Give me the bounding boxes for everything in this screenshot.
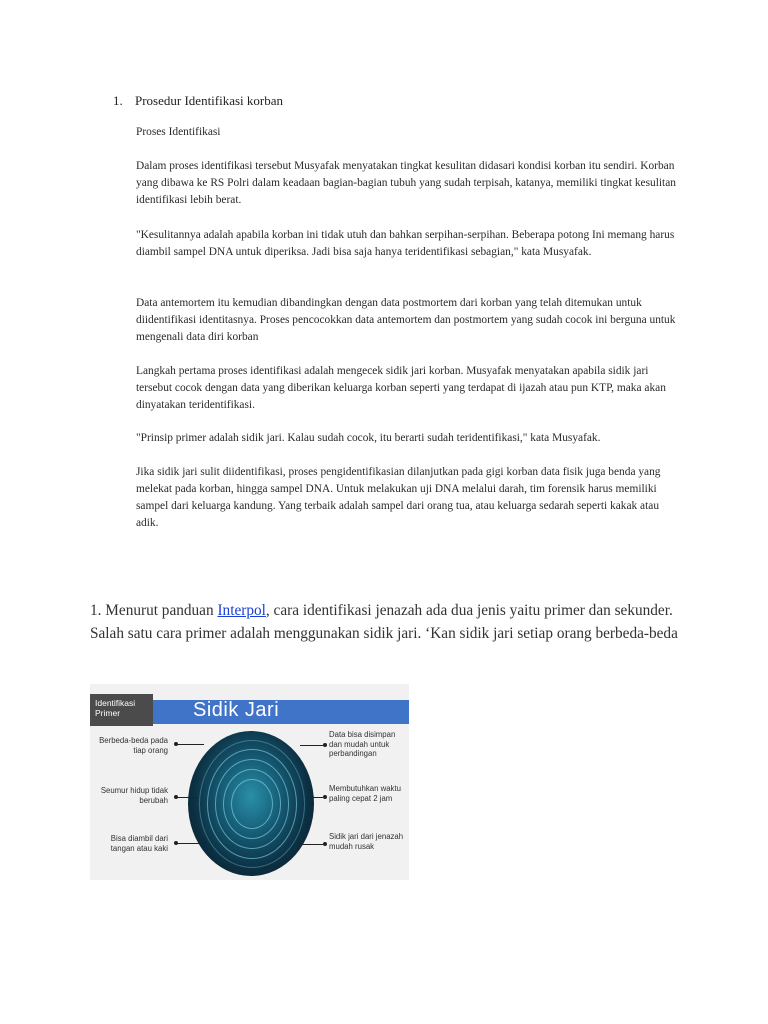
subheading: Proses Identifikasi — [136, 126, 221, 138]
paragraph-4: Langkah pertama proses identifikasi adalah mengecek sidik jari korban. Musyafak menyatakan apabila sidik jari tersebut cocok dengan data yang diberikan keluarga korban seperti yang terdapat di ijazah atau pun KTP, maka akan dinyatakan teridentifikasi. — [136, 365, 666, 411]
infographic-title: Sidik Jari — [193, 699, 280, 721]
interpol-paragraph-suffix: , cara identifikasi jenazah ada dua jenis yaitu primer dan sekunder. Salah satu cara primer adalah menggunakan sidik jari. ‘Kan sidik jari setiap orang berbeda-beda — [90, 602, 678, 642]
fingerprint-icon — [188, 731, 314, 876]
infographic-tag: Identifikasi Primer — [90, 694, 153, 726]
label-time: Membutuhkan waktu paling cepat 2 jam — [329, 784, 401, 803]
fingerprint-infographic — [90, 684, 409, 880]
label-unique: Berbeda-beda pada tiap orang — [99, 736, 168, 755]
interpol-link[interactable]: Interpol — [217, 602, 266, 619]
paragraph-6: Jika sidik jari sulit diidentifikasi, proses pengidentifikasian dilanjutkan pada gigi korban data fisik juga benda yang melekat pada korban, hingga sampel DNA. Untuk melakukan uji DNA melalui darah, tim forensik harus memiliki sampel dari keluarga kandung. Yang terbaik adalah sampel dari orang tua, atau keluarga sedarah seperti kakak atau adik. — [136, 466, 661, 529]
list-title: Prosedur Identifikasi korban — [135, 93, 284, 108]
label-storage: Data bisa disimpan dan mudah untuk perbandingan — [329, 730, 396, 758]
interpol-paragraph — [90, 600, 690, 645]
label-damaged: Sidik jari dari jenazah mudah rusak — [329, 832, 404, 851]
label-lifetime: Seumur hidup tidak berubah — [100, 786, 168, 805]
list-item-heading — [113, 93, 283, 109]
infographic-banner — [153, 700, 409, 724]
paragraph-5: "Prinsip primer adalah sidik jari. Kalau sudah cocok, itu berarti sudah teridentifikasi," kata Musyafak. — [136, 432, 601, 444]
label-hand-foot: Bisa diambil dari tangan atau kaki — [110, 834, 168, 853]
paragraph-1: Dalam proses identifikasi tersebut Musyafak menyatakan tingkat kesulitan didasari kondisi korban itu sendiri. Korban yang dibawa ke RS Polri dalam keadaan bagian-bagian tubuh yang sudah terpisah, katanya, memiliki tingkat kesulitan identifikasi lebih berat. — [136, 160, 676, 206]
interpol-paragraph-prefix: 1. Menurut panduan — [90, 602, 218, 619]
list-number: 1. — [113, 93, 123, 108]
paragraph-2: "Kesulitannya adalah apabila korban ini tidak utuh dan bahkan serpihan-serpihan. Beberapa potong Ini memang harus diambil sampel DNA untuk diperiksa. Jadi bisa saja hanya teridentifikasi sebagian," kata Musyafak. — [136, 229, 675, 258]
paragraph-3: Data antemortem itu kemudian dibandingkan dengan data postmortem dari korban yang telah ditemukan untuk diidentifikasi identitasnya. Proses pencocokkan data antemortem dan postmortem yang sudah cocok ini berguna untuk mengenali data diri korban — [136, 297, 676, 343]
